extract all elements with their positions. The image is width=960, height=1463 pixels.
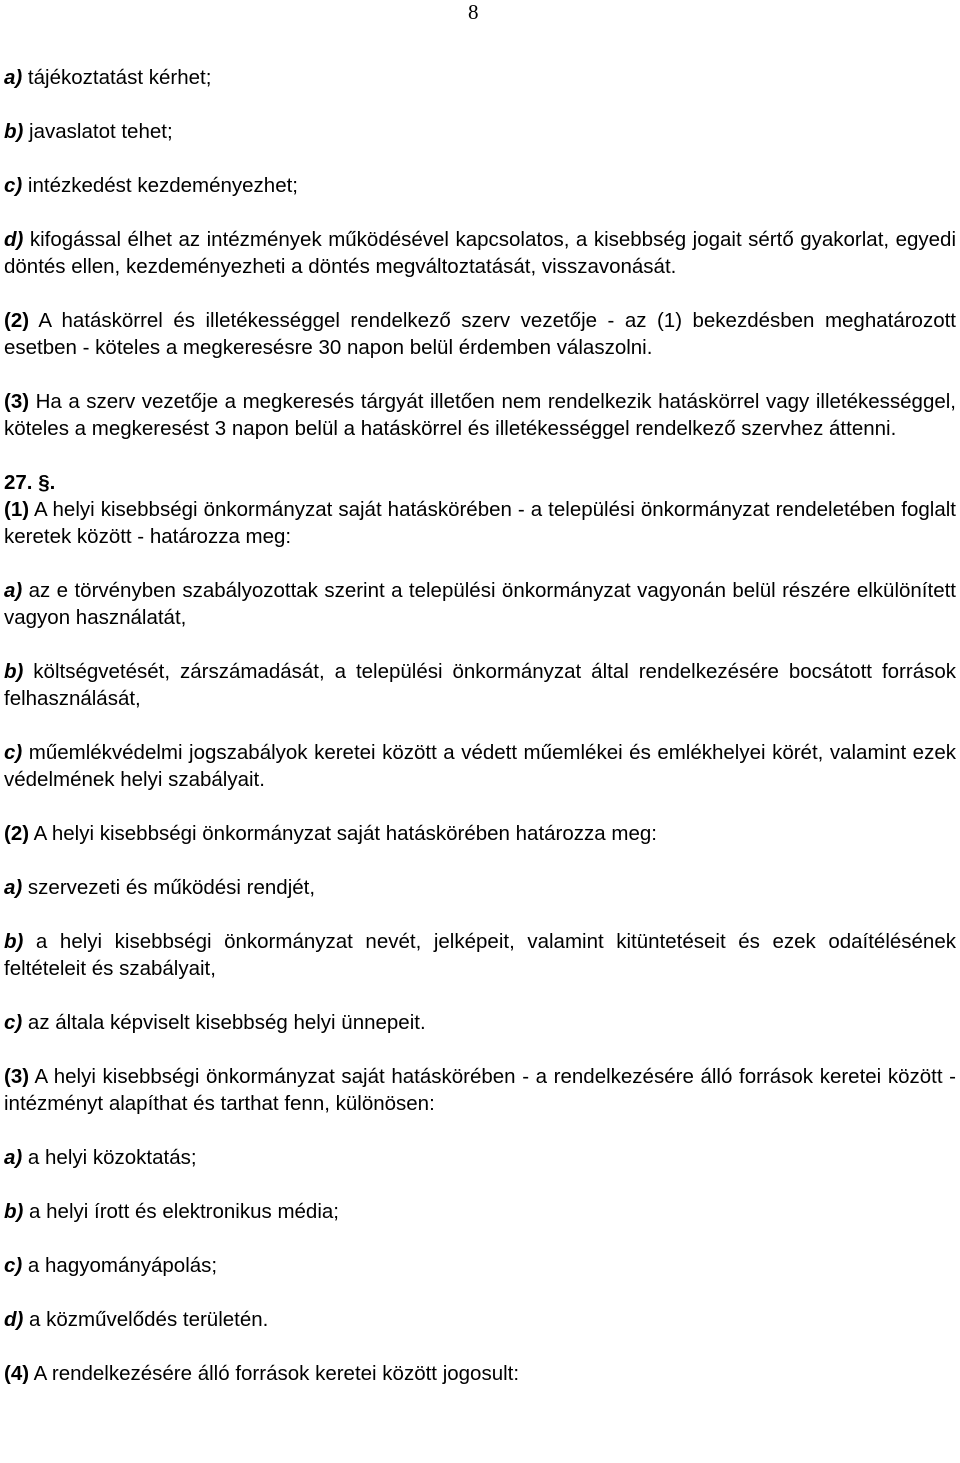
section-heading [4,469,956,496]
item-text: a helyi kisebbségi önkormányzat nevét, jelképeit, valamint kitüntetéseit és ezek odaítélésének feltételeit és szabályait, [4,930,956,980]
item-marker: a) [4,579,23,602]
item-text: szervezeti és működési rendjét, [22,876,316,899]
document-body [4,64,956,1387]
list-item-a [4,64,956,91]
paragraph-marker: (1) [4,498,30,521]
list-item-c [4,172,956,199]
item-marker: b) [4,930,24,953]
item-marker: b) [4,660,24,683]
paragraph-text: A hatáskörrel és illetékességgel rendelkező szerv vezetője - az (1) bekezdésben meghatározott esetben - köteles a megkeresésre 30 napon belül érdemben válaszolni. [4,309,956,359]
list-item-c [4,1009,956,1036]
paragraph-4 [4,1360,956,1387]
item-marker: c) [4,174,23,197]
paragraph-marker: (2) [4,822,30,845]
paragraph-marker: (3) [4,1065,30,1088]
list-item-d [4,226,956,280]
list-item-b [4,928,956,982]
list-item-a [4,577,956,631]
paragraph-text: A helyi kisebbségi önkormányzat saját hatáskörében - a települési önkormányzat rendeletében foglalt keretek között - határozza meg: [4,498,956,548]
item-text: a közművelődés területén. [23,1308,269,1331]
item-marker: a) [4,876,23,899]
paragraph-3 [4,1063,956,1117]
list-item-c [4,739,956,793]
item-text: javaslatot tehet; [23,120,173,143]
item-marker: d) [4,228,24,251]
item-text: műemlékvédelmi jogszabályok keretei között a védett műemlékei és emlékhelyei körét, valamint ezek védelmének helyi szabályait. [4,741,956,791]
paragraph-3 [4,388,956,442]
item-text: a hagyományápolás; [22,1254,218,1277]
paragraph-1 [4,496,956,550]
paragraph-2 [4,820,956,847]
paragraph-marker: (4) [4,1362,30,1385]
list-item-b [4,1198,956,1225]
item-text: a helyi írott és elektronikus média; [23,1200,339,1223]
list-item-c [4,1252,956,1279]
list-item-a [4,1144,956,1171]
item-text: intézkedést kezdeményezhet; [22,174,299,197]
item-text: a helyi közoktatás; [22,1146,197,1169]
item-text: az e törvényben szabályozottak szerint a települési önkormányzat vagyonán belül részére elkülönített vagyon használatát, [4,579,956,629]
item-text: költségvetését, zárszámadását, a települési önkormányzat által rendelkezésére bocsátott források felhasználását, [4,660,956,710]
list-item-a [4,874,956,901]
section-number: 27. §. [4,471,56,494]
item-marker: b) [4,120,24,143]
item-text: az általa képviselt kisebbség helyi ünnepeit. [22,1011,426,1034]
item-marker: c) [4,741,23,764]
paragraph-text: A rendelkezésére álló források keretei között jogosult: [29,1362,520,1385]
paragraph-2 [4,307,956,361]
list-item-b [4,118,956,145]
list-item-b [4,658,956,712]
item-marker: a) [4,66,23,89]
item-text: kifogással élhet az intézmények működésével kapcsolatos, a kisebbség jogait sértő gyakorlat, egyedi döntés ellen, kezdeményezheti a döntés megváltoztatását, visszavonását. [4,228,956,278]
item-marker: c) [4,1011,23,1034]
item-text: tájékoztatást kérhet; [22,66,212,89]
paragraph-text: A helyi kisebbségi önkormányzat saját hatáskörében határozza meg: [29,822,657,845]
list-item-d [4,1306,956,1333]
paragraph-marker: (2) [4,309,30,332]
paragraph-text: A helyi kisebbségi önkormányzat saját hatáskörében - a rendelkezésére álló források keretei között - intézményt alapíthat és tarthat fenn, különösen: [4,1065,956,1115]
paragraph-marker: (3) [4,390,30,413]
item-marker: d) [4,1308,24,1331]
paragraph-text: Ha a szerv vezetője a megkeresés tárgyát illetően nem rendelkezik hatáskörrel vagy illetékességgel, köteles a megkeresést 3 napon belül a hatáskörrel és illetékességgel rendelkező szervhez áttenni. [4,390,956,440]
page-number: 8 [468,0,479,24]
item-marker: a) [4,1146,23,1169]
item-marker: b) [4,1200,24,1223]
item-marker: c) [4,1254,23,1277]
